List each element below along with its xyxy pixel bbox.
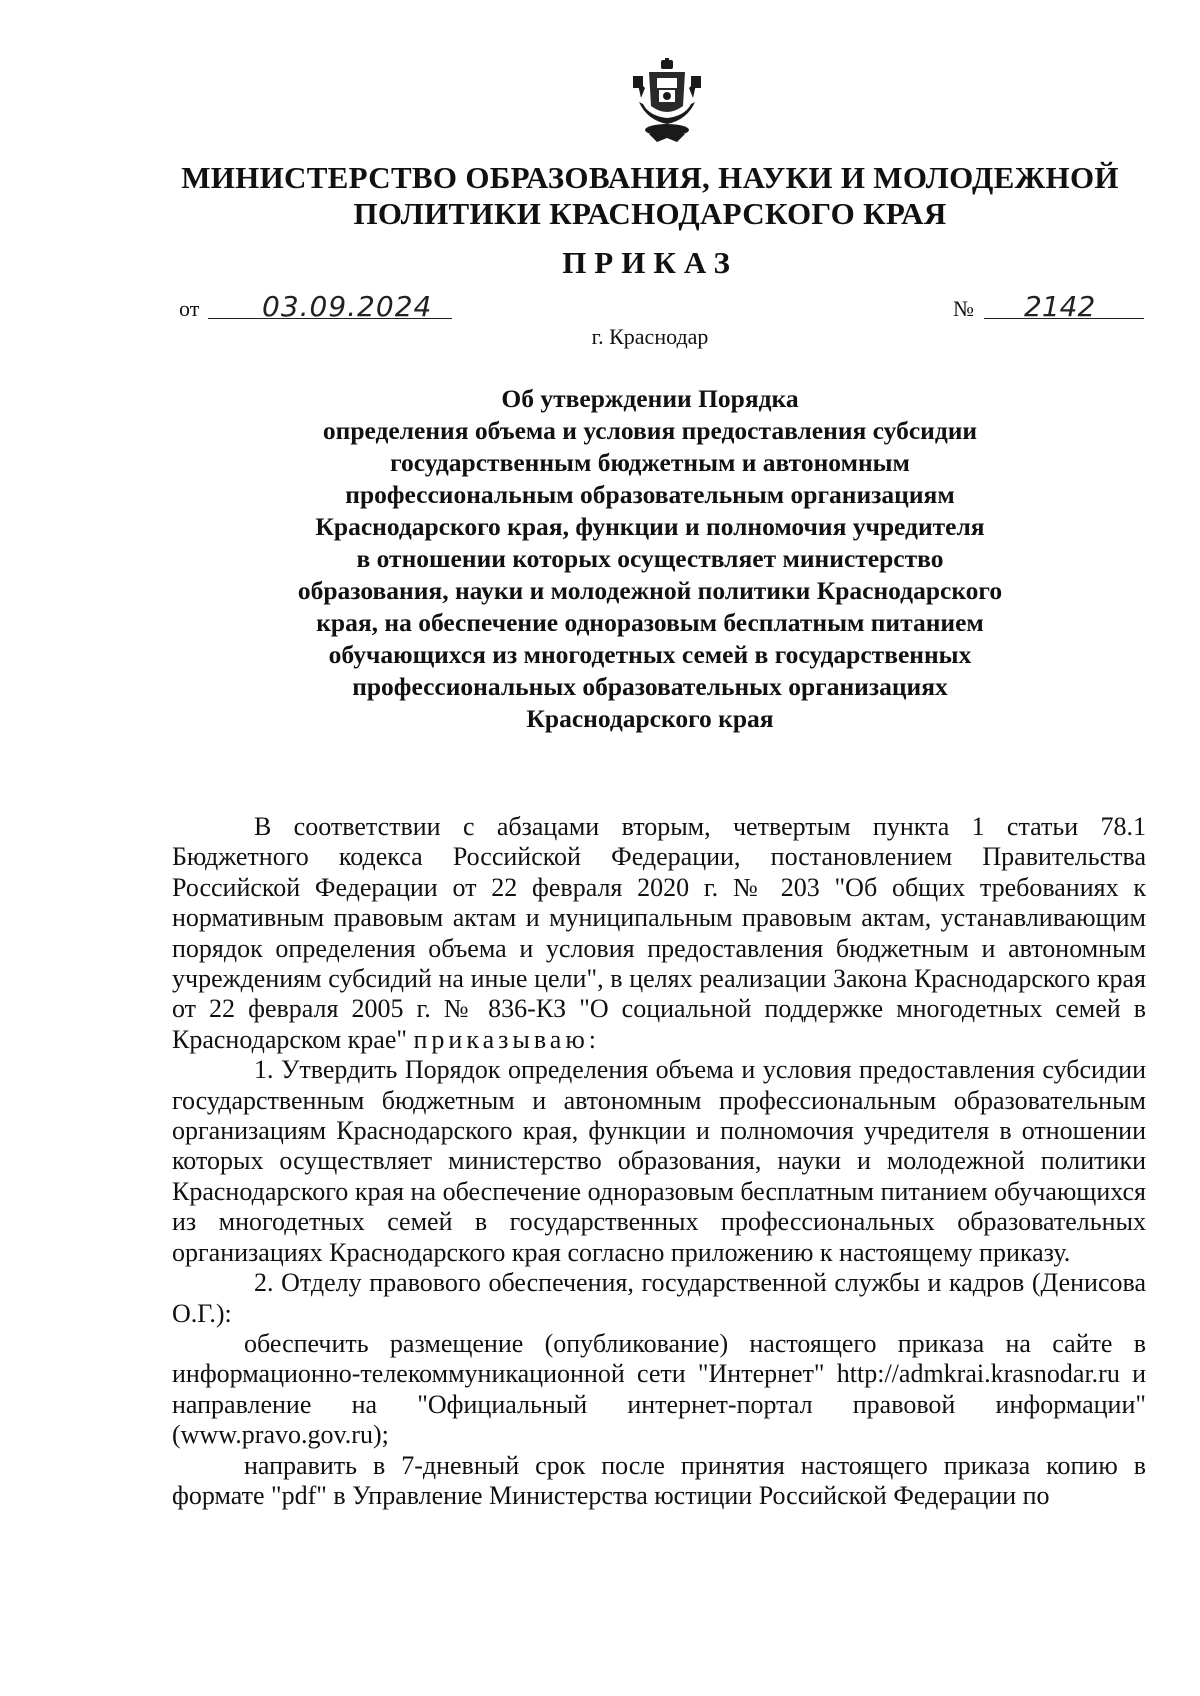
paragraph-ministry-justice: направить в 7-дневный срок после принятия настоящего приказа копию в формате "pdf" в Управление Министерства юстиции Российской Федерации по xyxy=(172,1450,1146,1510)
ministry-name xyxy=(180,160,1120,232)
title-line: края, на обеспечение одноразовым бесплатным питанием xyxy=(316,608,984,637)
paragraph-preamble xyxy=(172,812,1146,1055)
title-line: определения объема и условия предоставления субсидии xyxy=(322,416,978,445)
title-line: обучающихся из многодетных семей в государственных xyxy=(328,640,972,669)
preamble-text: В соответствии с абзацами вторым, четвертым пункта 1 статьи 78.1 Бюджетного кодекса Российской Федерации, постановлением Правительства Российской Федерации от 22 февраля 2020 г. № 203 "Об общих требованиях к нормативным правовым актам и муниципальным правовым актам, устанавливающим порядок определения объема и условия предоставления бюджетным и автономным учреждениям субсидий на иные цели", в целях реализации Закона Краснодарского края от 22 февраля 2005 г. № 836-КЗ "О социальной поддержке многодетных семей в Краснодарском крае" xyxy=(172,812,1146,1054)
document-body xyxy=(172,812,1146,1511)
document-title xyxy=(180,383,1120,735)
coat-of-arms-emblem xyxy=(627,58,707,148)
title-line: Краснодарского края, функции и полномочия учредителя xyxy=(315,512,985,541)
title-line: профессиональных образовательных организациях xyxy=(352,672,948,701)
title-line: Об утверждении Порядка xyxy=(501,384,799,413)
title-line: Краснодарского края xyxy=(526,704,774,733)
title-line: профессиональным образовательным организациям xyxy=(345,480,955,509)
title-line: образования, науки и молодежной политики Краснодарского xyxy=(297,576,1003,605)
order-word: приказываю: xyxy=(413,1024,600,1054)
ministry-name-line2: ПОЛИТИКИ КРАСНОДАРСКОГО КРАЯ xyxy=(353,196,947,231)
title-line: в отношении которых осуществляет министерство xyxy=(356,544,944,573)
ministry-name-line1: МИНИСТЕРСТВО ОБРАЗОВАНИЯ, НАУКИ И МОЛОДЕЖНОЙ xyxy=(181,160,1119,195)
document-type: ПРИКАЗ xyxy=(562,245,738,280)
number-label: № xyxy=(953,296,974,321)
date-value-handwritten: 03.09.2024 xyxy=(262,290,433,323)
date-label: от xyxy=(179,296,200,321)
paragraph-item-1: 1. Утвердить Порядок определения объема и условия предоставления субсидии государственным бюджетным и автономным профессиональным образовательным организациям Краснодарского края, функции и полномочия учредителя в отношении которых осуществляет министерство образования, науки и молодежной политики Краснодарского края на обеспечение одноразовым бесплатным питанием обучающихся из многодетных семей в государственных профессиональных образовательных организациях Краснодарского края согласно приложению к настоящему приказу. xyxy=(172,1055,1146,1267)
title-line: государственным бюджетным и автономным xyxy=(390,448,910,477)
city: г. Краснодар xyxy=(591,324,709,349)
paragraph-publication: обеспечить размещение (опубликование) настоящего приказа на сайте в информационно-телекоммуникационной сети "Интернет" http://admkrai.krasnodar.ru и направление на "Официальный интернет-портал правовой информации" (www.pravo.gov.ru); xyxy=(172,1328,1146,1450)
number-value-handwritten: 2142 xyxy=(1024,290,1096,323)
paragraph-item-2: 2. Отделу правового обеспечения, государственной службы и кадров (Денисова О.Г.): xyxy=(172,1268,1146,1328)
